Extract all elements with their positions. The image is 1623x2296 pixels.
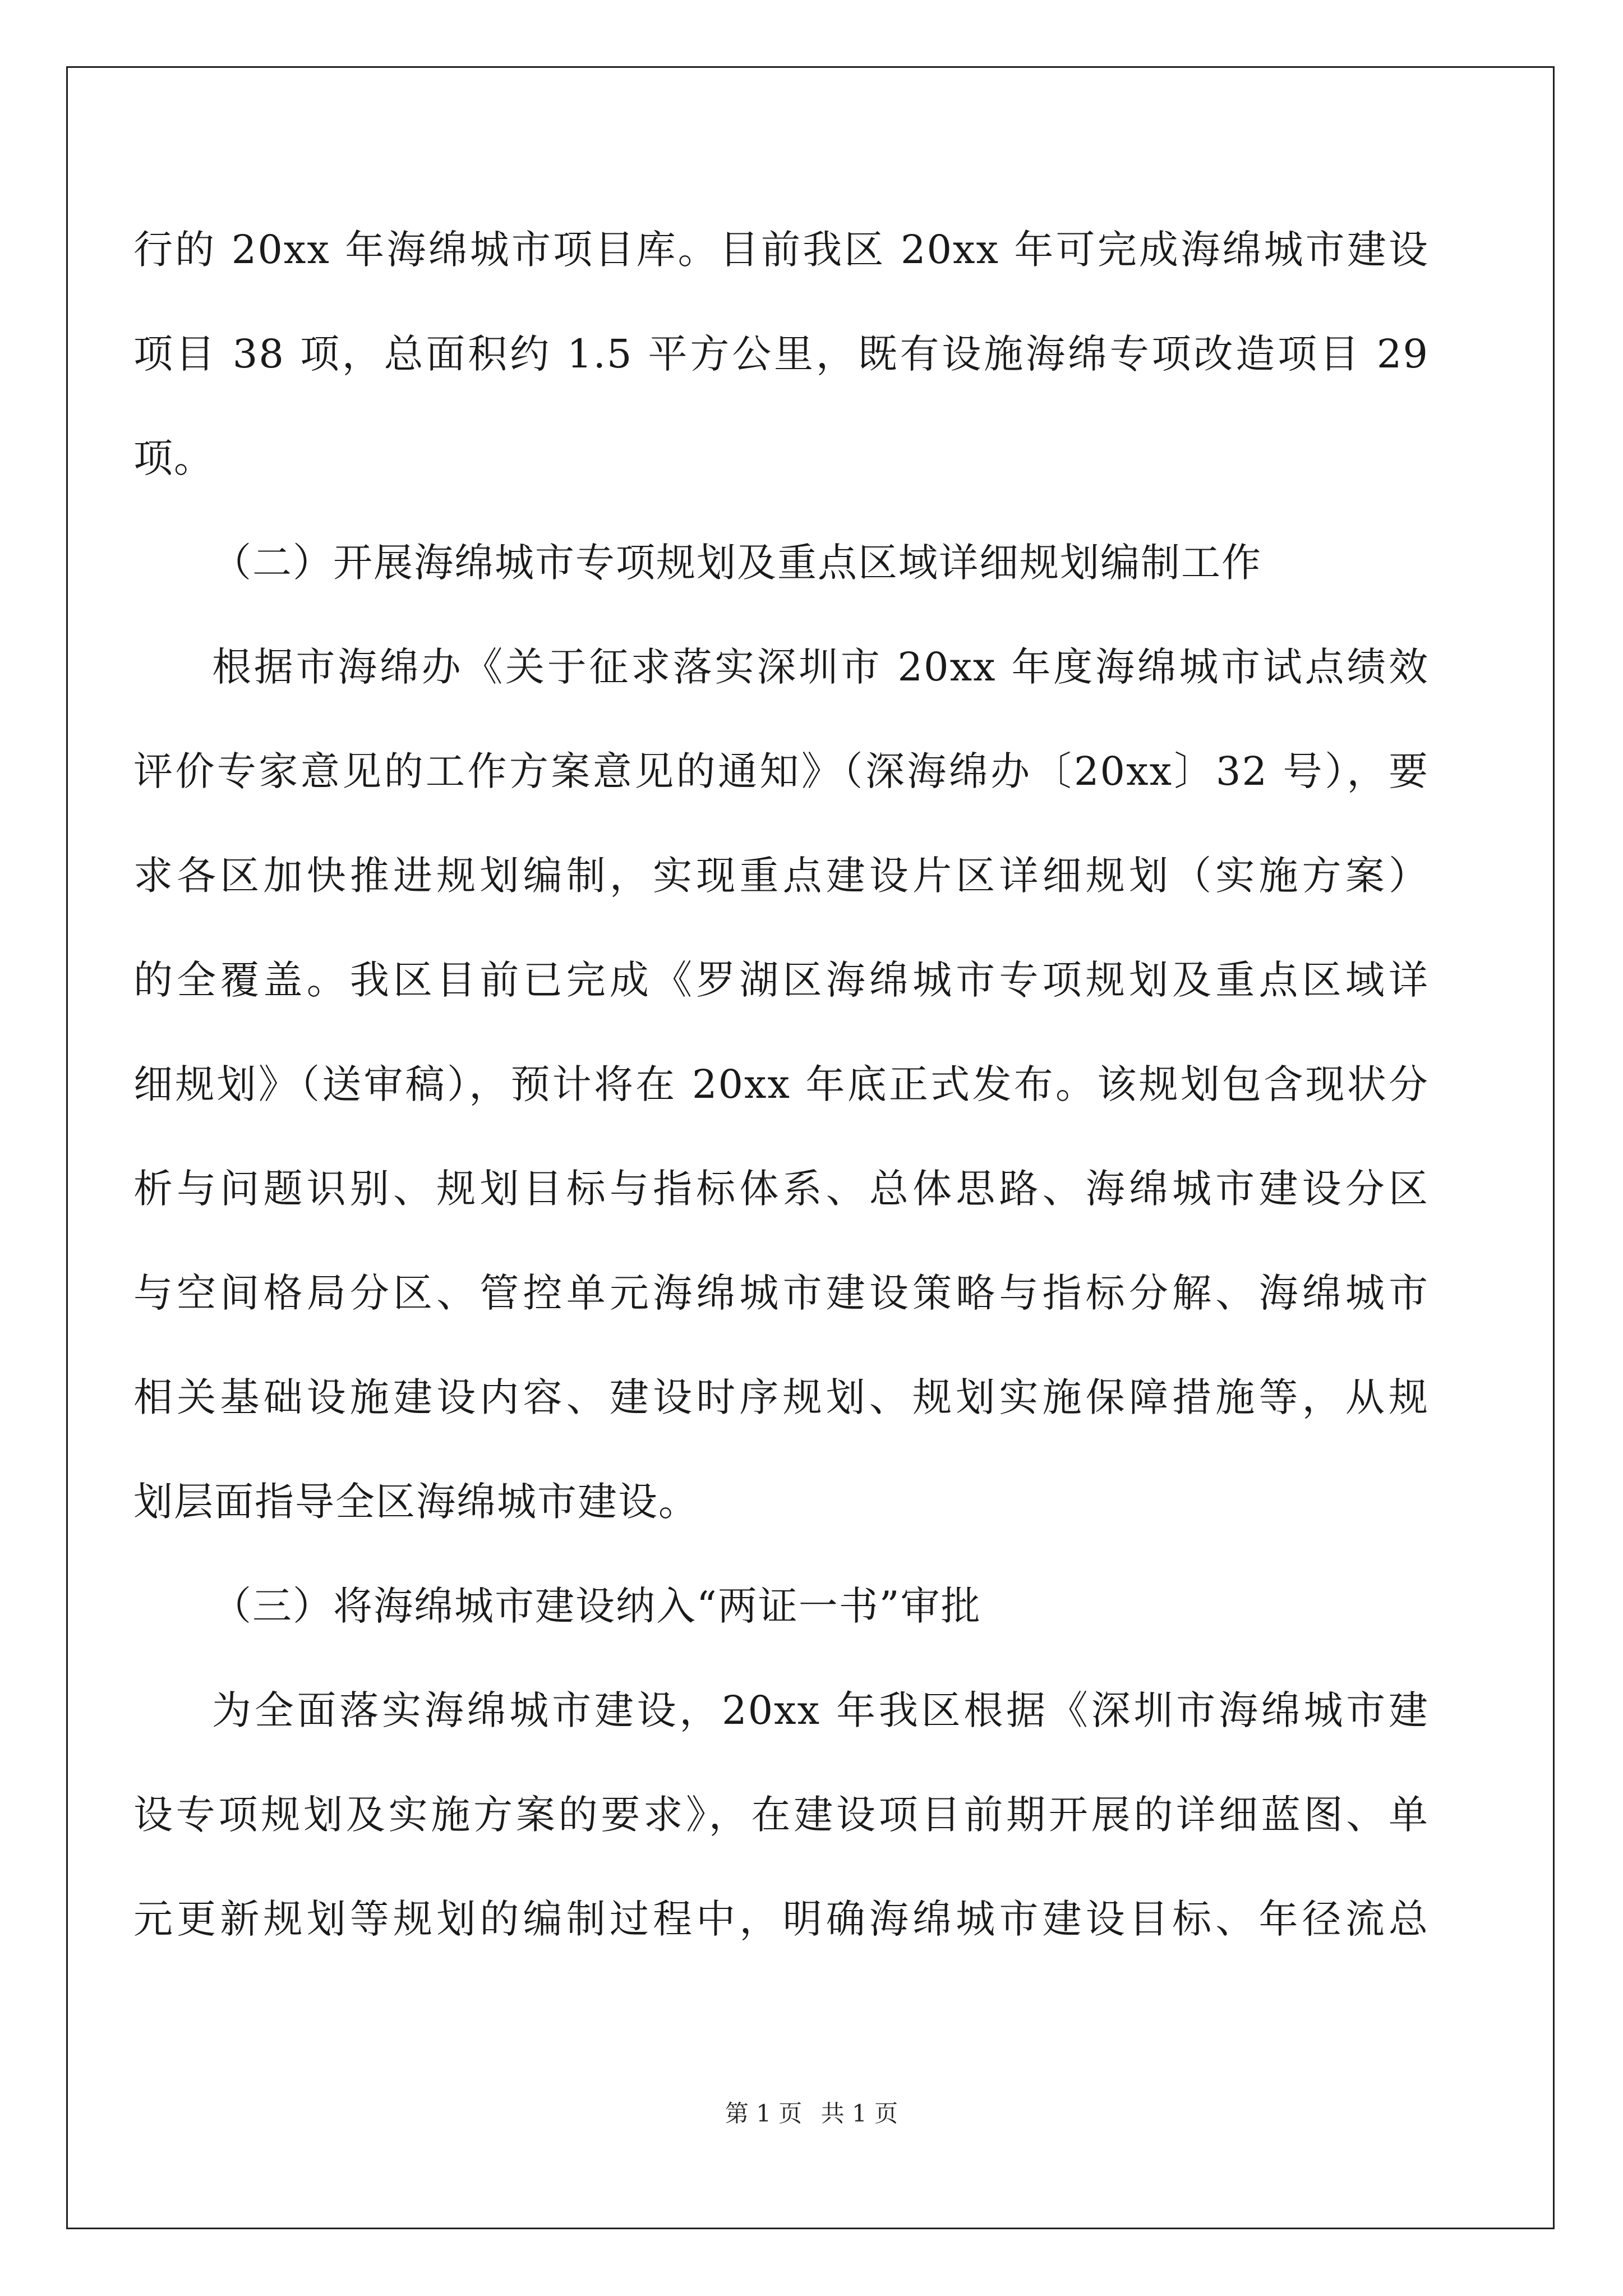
text-line: 元更新规划等规划的编制过程中，明确海绵城市建设目标、年径流总 <box>133 1896 1429 1942</box>
text-line: 设专项规划及实施方案的要求》，在建设项目前期开展的详细蓝图、单 <box>133 1792 1429 1838</box>
text-line: 析与问题识别、规划目标与指标体系、总体思路、海绵城市建设分区 <box>133 1166 1429 1212</box>
text-line: 相关基础设施建设内容、建设时序规划、规划实施保障措施等，从规 <box>133 1374 1429 1420</box>
text-line: 求各区加快推进规划编制，实现重点建设片区详细规划（实施方案） <box>133 853 1429 899</box>
text-line: 与空间格局分区、管控单元海绵城市建设策略与指标分解、海绵城市 <box>133 1270 1429 1316</box>
section-heading: （三）将海绵城市建设纳入“两证一书”审批 <box>212 1583 981 1629</box>
text-line: 评价专家意见的工作方案意见的通知》（深海绵办〔20xx〕32 号），要 <box>133 748 1429 794</box>
page-footer <box>0 2097 1623 2131</box>
text-line: 根据市海绵办《关于征求落实深圳市 20xx 年度海绵城市试点绩效 <box>212 644 1429 690</box>
text-line: 项目 38 项，总面积约 1.5 平方公里，既有设施海绵专项改造项目 29 <box>133 331 1429 377</box>
text-line: 细规划》（送审稿），预计将在 20xx 年底正式发布。该规划包含现状分 <box>133 1061 1429 1107</box>
text-line: 行的 20xx 年海绵城市项目库。目前我区 20xx 年可完成海绵城市建设 <box>133 227 1429 273</box>
text-line: 的全覆盖。我区目前已完成《罗湖区海绵城市专项规划及重点区域详 <box>133 957 1429 1003</box>
text-line: 划层面指导全区海绵城市建设。 <box>133 1479 699 1525</box>
page-total: 共 1 页 <box>820 2100 898 2127</box>
page-number: 第 1 页 <box>725 2100 803 2127</box>
section-heading: （二）开展海绵城市专项规划及重点区域详细规划编制工作 <box>212 540 1262 586</box>
text-line: 项。 <box>133 435 214 481</box>
text-line: 为全面落实海绵城市建设，20xx 年我区根据《深圳市海绵城市建 <box>212 1687 1429 1733</box>
